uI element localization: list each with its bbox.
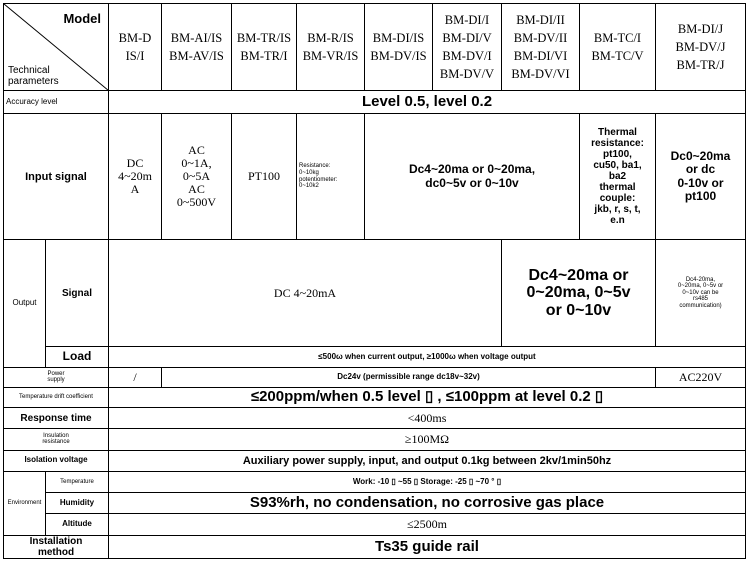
installation-row	[4, 535, 746, 558]
model-header: BM-TC/I BM-TC/V	[580, 4, 656, 91]
input-value: Resistance: 0~10kg potentiometer: 0~10k2	[297, 114, 365, 240]
temp-drift-row	[4, 387, 746, 407]
input-value: DC 4~20m A	[109, 114, 162, 240]
accuracy-label: Accuracy level	[4, 91, 109, 114]
input-value: Dc0~20ma or dc 0-10v or pt100	[656, 114, 746, 240]
humidity-label: Humidity	[46, 493, 109, 514]
output-signal-value: Dc4-20ma, 0~20ma, 0~5v or 0~10v can be rs485 communication)	[656, 239, 746, 346]
temperature-label: Temperature	[46, 471, 109, 492]
input-row	[4, 114, 746, 240]
response-row	[4, 408, 746, 429]
output-label: Output	[4, 239, 46, 367]
load-label: Load	[46, 347, 109, 367]
model-header: BM-AI/IS BM-AV/IS	[162, 4, 232, 91]
installation-method-label: Installation method	[4, 535, 109, 558]
isolation-voltage-value: Auxiliary power supply, input, and output 0.1kg between 2kv/1min50hz	[109, 450, 746, 471]
input-value: Thermal resistance: pt100, cu50, ba1, ba2 thermal couple: jkb, r, s, t, e.n	[580, 114, 656, 240]
isolation-row	[4, 450, 746, 471]
output-load-row	[4, 347, 746, 367]
temp-drift-value: ≤200ppm/when 0.5 level ▯ , ≤100ppm at level 0.2 ▯	[109, 387, 746, 407]
input-value: PT100	[232, 114, 297, 240]
isolation-voltage-label: Isolation voltage	[4, 450, 109, 471]
accuracy-value: Level 0.5, level 0.2	[109, 91, 746, 114]
environment-humidity-row	[4, 493, 746, 514]
model-header: BM-DI/II BM-DV/II BM-DI/VI BM-DV/VI	[502, 4, 580, 91]
input-value: Dc4~20ma or 0~20ma, dc0~5v or 0~10v	[365, 114, 580, 240]
environment-temperature-row	[4, 471, 746, 492]
power-value: /	[109, 367, 162, 387]
output-signal-row	[4, 239, 746, 346]
header-corner-cell	[4, 4, 109, 91]
installation-method-value: Ts35 guide rail	[109, 535, 746, 558]
insulation-value: ≥100MΩ	[109, 429, 746, 450]
power-value: Dc24v (permissible range dc18v~32v)	[162, 367, 656, 387]
accuracy-row	[4, 91, 746, 114]
input-signal-label: Input signal	[4, 114, 109, 240]
model-header: BM-DI/J BM-DV/J BM-TR/J	[656, 4, 746, 91]
model-header: BM-R/IS BM-VR/IS	[297, 4, 365, 91]
load-value: ≤500ω when current output, ≥1000ω when voltage output	[109, 347, 746, 367]
output-signal-value: DC 4~20mA	[109, 239, 502, 346]
model-label: Model	[63, 11, 101, 26]
response-time-label: Response time	[4, 408, 109, 429]
altitude-value: ≤2500m	[109, 514, 746, 535]
technical-parameters-label: Technical parameters	[8, 65, 59, 87]
power-row	[4, 367, 746, 387]
model-header: BM-D IS/I	[109, 4, 162, 91]
insulation-label: Insulation resistance	[4, 429, 109, 450]
model-header: BM-TR/IS BM-TR/I	[232, 4, 297, 91]
response-time-value: <400ms	[109, 408, 746, 429]
insulation-row	[4, 429, 746, 450]
header-row	[4, 4, 746, 91]
model-header: BM-DI/IS BM-DV/IS	[365, 4, 433, 91]
output-signal-value: Dc4~20ma or 0~20ma, 0~5v or 0~10v	[502, 239, 656, 346]
environment-altitude-row	[4, 514, 746, 535]
temperature-value: Work: -10 ▯ ~55 ▯ Storage: -25 ▯ ~70 ° ▯	[109, 471, 746, 492]
spec-table	[3, 3, 746, 559]
altitude-label: Altitude	[46, 514, 109, 535]
power-value: AC220V	[656, 367, 746, 387]
input-value: AC 0~1A, 0~5A AC 0~500V	[162, 114, 232, 240]
temp-drift-label: Temperature drift coefficient	[4, 387, 109, 407]
model-header: BM-DI/I BM-DI/V BM-DV/I BM-DV/V	[433, 4, 502, 91]
humidity-value: S93%rh, no condensation, no corrosive gas place	[109, 493, 746, 514]
output-signal-label: Signal	[46, 239, 109, 346]
environment-label: Environment	[4, 471, 46, 535]
power-supply-label: Power supply	[4, 367, 109, 387]
